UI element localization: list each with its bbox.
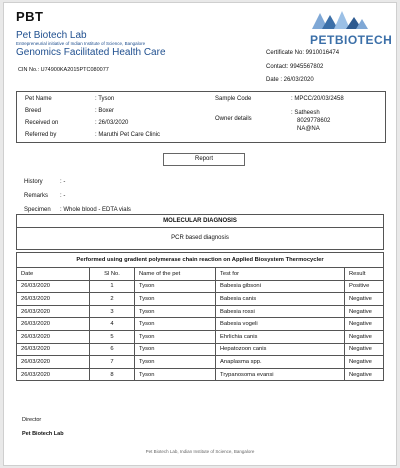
cell-date: 26/03/2020 xyxy=(17,305,90,318)
molecular-subtitle: PCR based diagnosis xyxy=(171,235,229,241)
cell-result: Negative xyxy=(345,293,384,306)
cell-date: 26/03/2020 xyxy=(17,356,90,369)
specimen-value: : Whole blood - EDTA vials xyxy=(60,207,131,213)
cell-sl-no: 5 xyxy=(90,330,135,343)
cell-pet-name: Tyson xyxy=(135,318,216,331)
table-row xyxy=(17,280,384,293)
cell-test: Babesia gibsoni xyxy=(216,280,345,293)
cell-result: Negative xyxy=(345,318,384,331)
referred-label: Referred by xyxy=(25,132,57,138)
col-date: Date xyxy=(17,268,90,281)
history-value: : - xyxy=(60,179,66,185)
referred-value: : Maruthi Pet Care Clinic xyxy=(95,132,161,138)
cell-test: Babesia rossi xyxy=(216,305,345,318)
col-sl-no: Sl No. xyxy=(90,268,135,281)
cell-date: 26/03/2020 xyxy=(17,330,90,343)
received-label: Received on xyxy=(25,120,59,126)
lab-tagline: Entrepreneurial initiative of Indian Institute of Science, Bangalore xyxy=(16,41,146,46)
results-caption: Performed using gradient polymerase chain reaction on Applied Biosystem Thermocycler xyxy=(17,253,384,268)
cell-test: Ehrlichia canis xyxy=(216,330,345,343)
molecular-diagnosis-box xyxy=(16,214,384,250)
pet-name-label: Pet Name xyxy=(25,96,52,102)
cell-result: Negative xyxy=(345,356,384,369)
cell-result: Negative xyxy=(345,343,384,356)
signature-lab-name: Pet Biotech Lab xyxy=(22,431,64,437)
cell-sl-no: 8 xyxy=(90,368,135,381)
signature-block xyxy=(22,413,64,441)
page-footer: Pet Biotech Lab, Indian Institute of Science, Bangalore xyxy=(145,449,255,454)
remarks-value: : - xyxy=(60,193,66,199)
pet-details-box xyxy=(16,91,386,143)
case-info xyxy=(24,175,131,217)
cell-sl-no: 1 xyxy=(90,280,135,293)
cell-pet-name: Tyson xyxy=(135,343,216,356)
received-value: : 26/03/2020 xyxy=(95,120,129,126)
cell-result: Positive xyxy=(345,280,384,293)
col-pet-name: Name of the pet xyxy=(135,268,216,281)
certificate-number: Certificate No: 9910016474 xyxy=(266,50,340,56)
pet-name-value: : Tyson xyxy=(95,96,115,102)
header-right-info xyxy=(266,47,339,88)
col-test: Test for xyxy=(216,268,345,281)
molecular-title: MOLECULAR DIAGNOSIS xyxy=(17,215,383,228)
cell-pet-name: Tyson xyxy=(135,293,216,306)
breed-label: Breed xyxy=(25,108,42,114)
lab-subtitle: Genomics Facilitated Health Care xyxy=(16,47,166,58)
contact-number: Contact: 9945567802 xyxy=(266,63,324,70)
cell-test: Hepatozoon canis xyxy=(216,343,345,356)
petbiotech-logo xyxy=(272,9,393,49)
cell-pet-name: Tyson xyxy=(135,305,216,318)
specimen-label: Specimen xyxy=(24,207,51,213)
history-label: History xyxy=(24,179,43,185)
header-left xyxy=(16,9,166,58)
cell-pet-name: Tyson xyxy=(135,330,216,343)
cell-date: 26/03/2020 xyxy=(17,318,90,331)
report-date: Date : 26/03/2020 xyxy=(266,77,314,83)
history-row xyxy=(24,175,131,189)
results-body xyxy=(17,280,384,381)
owner-label: Owner details xyxy=(215,116,252,122)
cell-sl-no: 6 xyxy=(90,343,135,356)
table-row xyxy=(17,305,384,318)
owner-name: : Satheesh xyxy=(291,110,320,116)
report-page xyxy=(3,2,397,466)
cell-date: 26/03/2020 xyxy=(17,293,90,306)
cell-pet-name: Tyson xyxy=(135,368,216,381)
cell-sl-no: 7 xyxy=(90,356,135,369)
cell-result: Negative xyxy=(345,305,384,318)
cell-date: 26/03/2020 xyxy=(17,280,90,293)
cell-test: Babesia vogeli xyxy=(216,318,345,331)
results-header-row xyxy=(17,268,384,281)
cell-date: 26/03/2020 xyxy=(17,343,90,356)
cell-result: Negative xyxy=(345,368,384,381)
cell-sl-no: 3 xyxy=(90,305,135,318)
cell-test: Babesia canis xyxy=(216,293,345,306)
cell-result: Negative xyxy=(345,330,384,343)
lab-name: Pet Biotech Lab xyxy=(16,30,87,41)
cell-pet-name: Tyson xyxy=(135,356,216,369)
table-row xyxy=(17,368,384,381)
cell-pet-name: Tyson xyxy=(135,280,216,293)
col-result: Result xyxy=(345,268,384,281)
cin-number: CIN No.: U74900KA2015PTC080077 xyxy=(18,67,109,73)
table-row xyxy=(17,318,384,331)
sample-code-label: Sample Code xyxy=(215,96,252,102)
breed-value: : Boxer xyxy=(95,108,115,114)
lab-code: PBT xyxy=(16,9,44,24)
remarks-label: Remarks xyxy=(24,193,49,199)
logo-text: PETBIOTECH xyxy=(310,33,393,47)
cell-test: Trypanosoma evansi xyxy=(216,368,345,381)
remarks-row xyxy=(24,189,131,203)
director-label: Director xyxy=(22,417,42,423)
cell-test: Anaplasma spp. xyxy=(216,356,345,369)
cell-date: 26/03/2020 xyxy=(17,368,90,381)
sample-code-value: : MPCC/20/03/2458 xyxy=(291,96,344,102)
table-row xyxy=(17,293,384,306)
report-heading: Report xyxy=(163,153,245,166)
cell-sl-no: 4 xyxy=(90,318,135,331)
cell-sl-no: 2 xyxy=(90,293,135,306)
table-row xyxy=(17,330,384,343)
table-row xyxy=(17,356,384,369)
table-row xyxy=(17,343,384,356)
owner-email: NA@NA xyxy=(297,126,320,132)
results-table xyxy=(16,252,384,381)
owner-phone: 8029778602 xyxy=(297,118,331,124)
